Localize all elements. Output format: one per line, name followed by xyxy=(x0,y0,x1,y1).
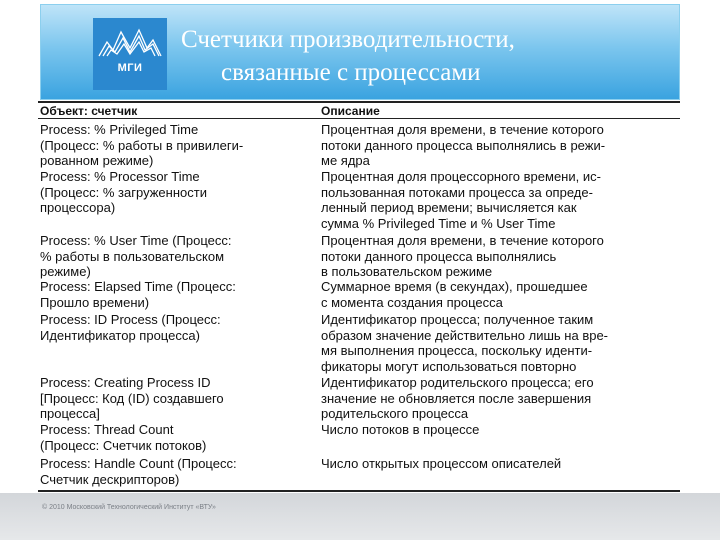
slide-title xyxy=(181,23,701,89)
counter-cell: Process: Handle Count (Процесс: Счетчик дескрипторов) xyxy=(40,456,237,487)
counter-cell: Process: Creating Process ID [Процесс: Код (ID) создавшего процесса] xyxy=(40,375,224,421)
title-line-1: Счетчики производительности, xyxy=(181,26,515,53)
counter-cell: Process: Elapsed Time (Процесс: Прошло времени) xyxy=(40,279,236,310)
mountains-icon xyxy=(93,18,167,62)
counter-cell: Process: % User Time (Процесс: % работы в пользовательском режиме) xyxy=(40,233,232,279)
column-header-counter: Объект: счетчик xyxy=(40,104,138,118)
counter-cell: Process: % Privileged Time (Процесс: % работы в привилеги- рованном режиме) xyxy=(40,122,244,168)
description-cell: Число потоков в процессе xyxy=(321,422,480,437)
counter-cell: Process: ID Process (Процесс: Идентификатор процесса) xyxy=(40,312,221,343)
description-cell: Число открытых процессом описателей xyxy=(321,456,562,471)
description-cell: Процентная доля времени, в течение которого потоки данного процесса выполнялись в пользовательском режиме xyxy=(321,233,604,279)
table-top-rule xyxy=(38,101,680,103)
logo-text: МГИ xyxy=(117,62,143,74)
column-header-description: Описание xyxy=(321,104,380,118)
counter-cell: Process: Thread Count (Процесс: Счетчик потоков) xyxy=(40,422,207,453)
description-cell: Идентификатор родительского процесса; его значение не обновляется после завершения родительского процесса xyxy=(321,375,594,421)
description-cell: Процентная доля времени, в течение которого потоки данного процесса выполнялись в режи- ме ядра xyxy=(321,122,606,168)
table-bottom-rule xyxy=(38,490,680,492)
counter-cell: Process: % Processor Time (Процесс: % загруженности процессора) xyxy=(40,169,207,215)
institute-logo xyxy=(93,18,167,90)
footer-copyright: © 2010 Московский Технологический Институт «ВТУ» xyxy=(42,504,216,511)
counters-table xyxy=(38,100,680,492)
slide-header xyxy=(40,4,680,100)
description-cell: Суммарное время (в секундах), прошедшее с момента создания процесса xyxy=(321,279,588,310)
description-cell: Процентная доля процессорного времени, ис- пользованная потоками процесса за опреде- ленный период времени; вычисляется как сумма % Privileged Time и % User Time xyxy=(321,169,601,231)
slide-footer xyxy=(0,493,720,540)
description-cell: Идентификатор процесса; полученное таким образом значение действительно лишь на вре- мя выполнения процесса, поскольку иденти- фикаторы могут использоваться повторно xyxy=(321,312,609,374)
table-header-rule xyxy=(38,118,680,119)
title-line-2: связанные с процессами xyxy=(221,59,481,86)
